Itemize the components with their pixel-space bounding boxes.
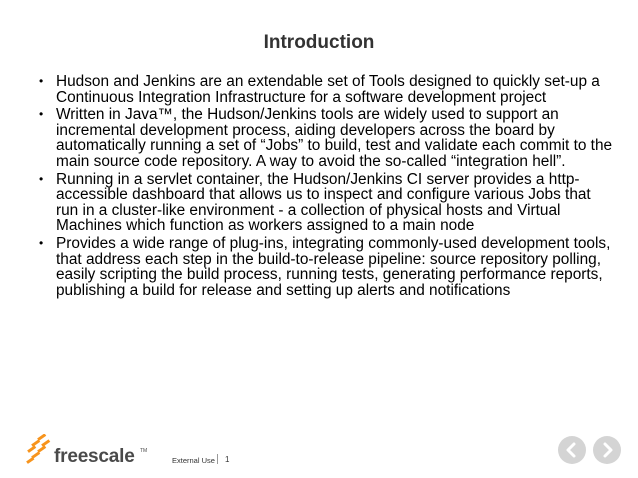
bullet-text: Running in a servlet container, the Hudson/Jenkins CI server provides a http-accessible dashboard that allows us to inspect and configure various Jobs that run in a cluster-like environment - a collection of physical hosts and Virtual Machines which function as workers assigned to a main node (56, 170, 591, 235)
bullet-item (36, 172, 616, 234)
chevron-right-icon (593, 436, 621, 464)
previous-slide-button[interactable] (558, 436, 586, 464)
bullet-marker: • (39, 107, 44, 122)
bullet-marker: • (39, 235, 44, 250)
next-slide-button[interactable] (593, 436, 621, 464)
bullet-text: Provides a wide range of plug-ins, integrating commonly-used development tools, that address each step in the build-to-release pipeline: source repository polling, easily scripting the build process, running tests, generating performance reports, publishing a build for release and setting up alerts and notifications (56, 234, 611, 299)
chevron-left-icon (558, 436, 586, 464)
freescale-logo (26, 434, 156, 470)
bullet-list (36, 74, 616, 300)
bullet-marker: • (39, 171, 44, 186)
page-number: 1 (225, 455, 230, 464)
slide-footer (0, 430, 638, 478)
logo-trademark: TM (140, 448, 148, 454)
footer-divider (217, 454, 218, 464)
bullet-item (36, 236, 616, 298)
classification-label: External Use (172, 456, 215, 465)
slide-title: Introduction (263, 32, 375, 53)
bullet-marker: • (39, 74, 44, 88)
logo-wordmark: freescale (54, 446, 135, 467)
bullet-item (36, 107, 616, 169)
bullet-text: Hudson and Jenkins are an extendable set of Tools designed to quickly set-up a Continuous Integration Infrastructure for a software development project (56, 73, 600, 106)
freescale-logo-mark-icon (26, 434, 56, 464)
bullet-text: Written in Java™, the Hudson/Jenkins tools are widely used to support an incremental development process, aiding developers across the board by automatically running a set of “Jobs” to build, test and validate each commit to the main source code repository. A way to avoid the so-called “integration hell”. (56, 106, 613, 170)
bullet-item (36, 74, 616, 105)
